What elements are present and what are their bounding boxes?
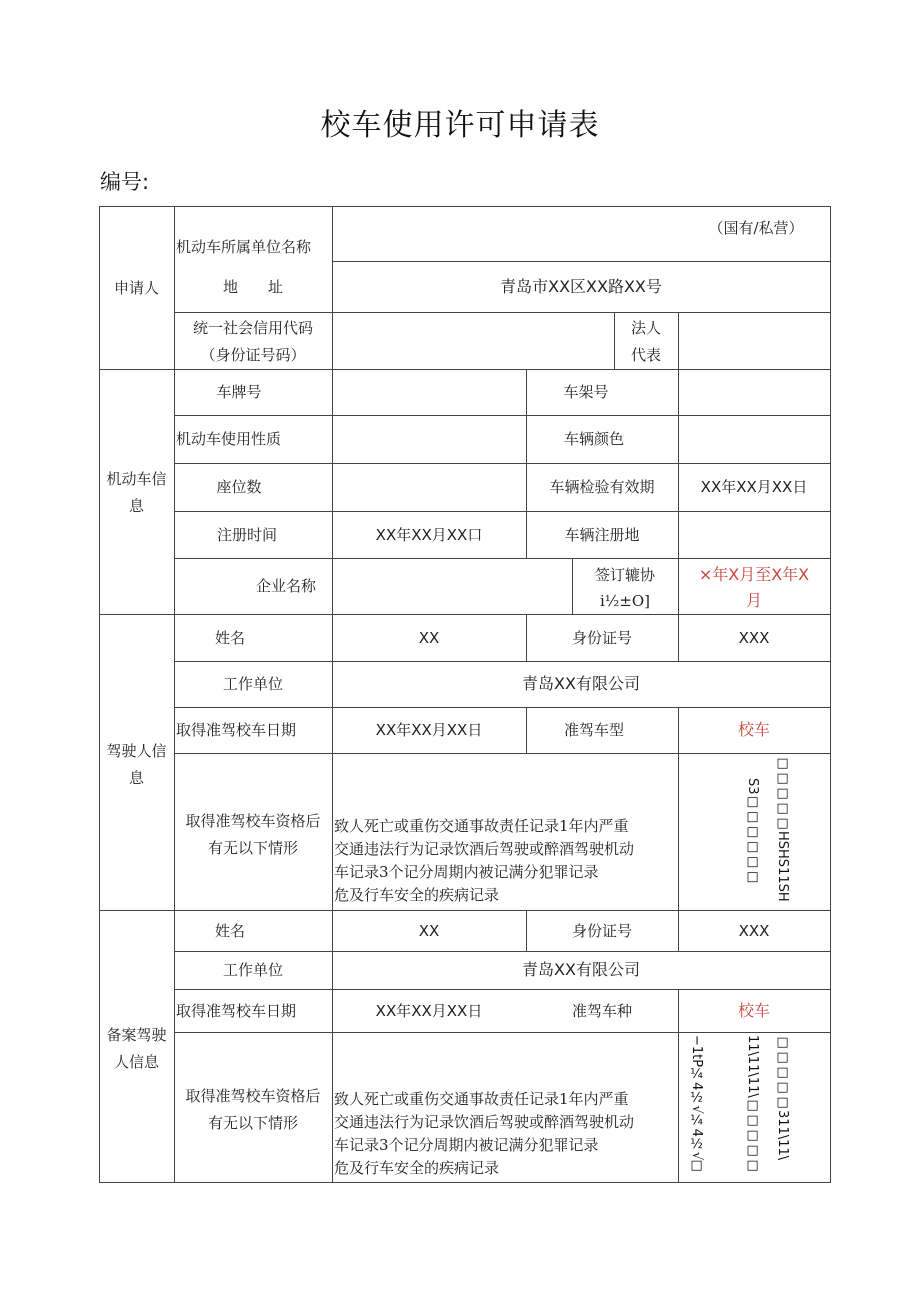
color-label: 车辆颜色 [563, 430, 624, 448]
frame-label: 车架号 [563, 383, 609, 401]
backup-type-label: 准驾车种 [571, 1001, 632, 1020]
legal-rep-label-2: 代表 [630, 346, 661, 364]
backup-conditions [332, 1088, 678, 1182]
backup-cond-label-2: 有无以下情形 [207, 1114, 298, 1132]
driver-work-label: 工作单位 [222, 675, 283, 693]
reg-place-field[interactable] [678, 511, 830, 558]
backup-type-value[interactable]: 校车 [737, 1000, 770, 1020]
contract-period-value[interactable]: ×年X月至X年X [698, 565, 810, 584]
backup-id-value[interactable]: XXX [738, 921, 770, 940]
condition-line: 车记录3个记分周期内被记满分犯罪记录 [334, 1136, 599, 1154]
backup-garbled-col-2: 11\11\11\□□□□□ [745, 1035, 760, 1173]
unit-name-label: 机动车所属单位名称 [176, 238, 312, 256]
use-nature-field[interactable] [332, 415, 526, 463]
backup-garbled-col-4: □ [689, 1158, 704, 1173]
condition-line: 致人死亡或重伤交通事故责任记录1年内严重 [334, 817, 629, 835]
reg-place-label: 车辆注册地 [564, 525, 640, 544]
driver-conditions [332, 815, 678, 910]
driver-date-value[interactable]: XX年XX月XX日 [375, 721, 483, 739]
frame-field[interactable] [678, 369, 830, 415]
driver-id-value[interactable]: XXX [738, 628, 770, 647]
section-vehicle-line1: 机动车信 [106, 470, 167, 488]
condition-line: 交通违法行为记录饮酒后驾驶或醉酒驾驶机动 [334, 1113, 635, 1131]
section-applicant: 申请人 [113, 278, 159, 297]
backup-garbled-col-3: −1tP¼4½√¼4½√ [689, 1035, 704, 1161]
condition-line: 危及行车安全的疾病记录 [334, 886, 500, 904]
id-number-label: （身份证号码） [200, 346, 306, 364]
backup-work-value[interactable]: 青岛XX有限公司 [522, 960, 640, 979]
driver-garbled-col-2: S3□□□□□□ [745, 778, 760, 885]
section-driver-line2: 息 [128, 769, 144, 787]
condition-line: 车记录3个记分周期内被记满分犯罪记录 [334, 863, 599, 881]
legal-rep-label-1: 法人 [630, 319, 661, 337]
credit-code-field[interactable] [332, 312, 614, 369]
serial-number-label: 编号: [100, 170, 150, 194]
seats-field[interactable] [332, 463, 526, 511]
contract-label-1: 签订辘协 [594, 566, 655, 584]
address-label: 地 址 [222, 277, 283, 296]
condition-line: 致人死亡或重伤交通事故责任记录1年内严重 [334, 1090, 629, 1108]
reg-time-value[interactable]: XX年XX月XX口 [375, 525, 483, 544]
backup-garbled-col-1: □□□□□311\11\ [775, 1035, 790, 1161]
backup-name-label: 姓名 [214, 921, 245, 940]
driver-name-value[interactable]: XX [418, 628, 440, 647]
plate-label: 车牌号 [216, 383, 262, 401]
ownership-note: （国有/私营） [708, 219, 804, 237]
driver-date-label: 取得准驾校车日期 [176, 721, 297, 739]
backup-date-value[interactable]: XX年XX月XX日 [375, 1001, 483, 1020]
company-field[interactable] [332, 558, 572, 614]
form-title: 校车使用许可申请表 [320, 108, 600, 143]
section-vehicle-line2: 息 [128, 497, 144, 515]
section-backup-line1: 备案驾驶 [106, 1026, 167, 1044]
driver-cond-label-2: 有无以下情形 [207, 839, 298, 857]
condition-line: 危及行车安全的疾病记录 [334, 1159, 500, 1177]
contract-label-2: i½±O] [599, 592, 651, 610]
address-value[interactable]: 青岛市XX区XX路XX号 [500, 276, 662, 296]
driver-work-value[interactable]: 青岛XX有限公司 [522, 674, 640, 693]
inspection-label: 车辆检验有效期 [549, 478, 655, 496]
plate-field[interactable] [332, 369, 526, 415]
driver-garbled-col-1: □□□□□HSHS11SH [775, 756, 790, 902]
backup-name-value[interactable]: XX [418, 921, 440, 940]
backup-work-label: 工作单位 [222, 961, 283, 979]
backup-id-label: 身份证号 [571, 921, 632, 940]
use-nature-label: 机动车使用性质 [176, 430, 282, 448]
credit-code-label: 统一社会信用代码 [192, 319, 313, 337]
company-label: 企业名称 [255, 577, 316, 595]
driver-type-label: 准驾车型 [563, 721, 624, 739]
driver-name-label: 姓名 [214, 628, 245, 647]
driver-cond-label-1: 取得准驾校车资格后 [185, 812, 321, 830]
seats-label: 座位数 [216, 478, 262, 496]
driver-id-label: 身份证号 [571, 628, 632, 647]
backup-cond-label-1: 取得准驾校车资格后 [185, 1087, 321, 1105]
inspection-value[interactable]: XX年XX月XX日 [700, 478, 808, 496]
backup-date-label: 取得准驾校车日期 [176, 1001, 297, 1020]
condition-line: 交通违法行为记录饮酒后驾驶或醉酒驾驶机动 [334, 840, 635, 858]
color-field[interactable] [678, 415, 830, 463]
section-backup-line2: 人信息 [113, 1053, 159, 1071]
legal-rep-field[interactable] [678, 312, 830, 369]
driver-type-value[interactable]: 校车 [737, 720, 770, 739]
contract-period-value-cont: 月 [745, 591, 762, 610]
section-driver-line1: 驾驶人信 [106, 742, 167, 760]
reg-time-label: 注册时间 [216, 525, 277, 544]
